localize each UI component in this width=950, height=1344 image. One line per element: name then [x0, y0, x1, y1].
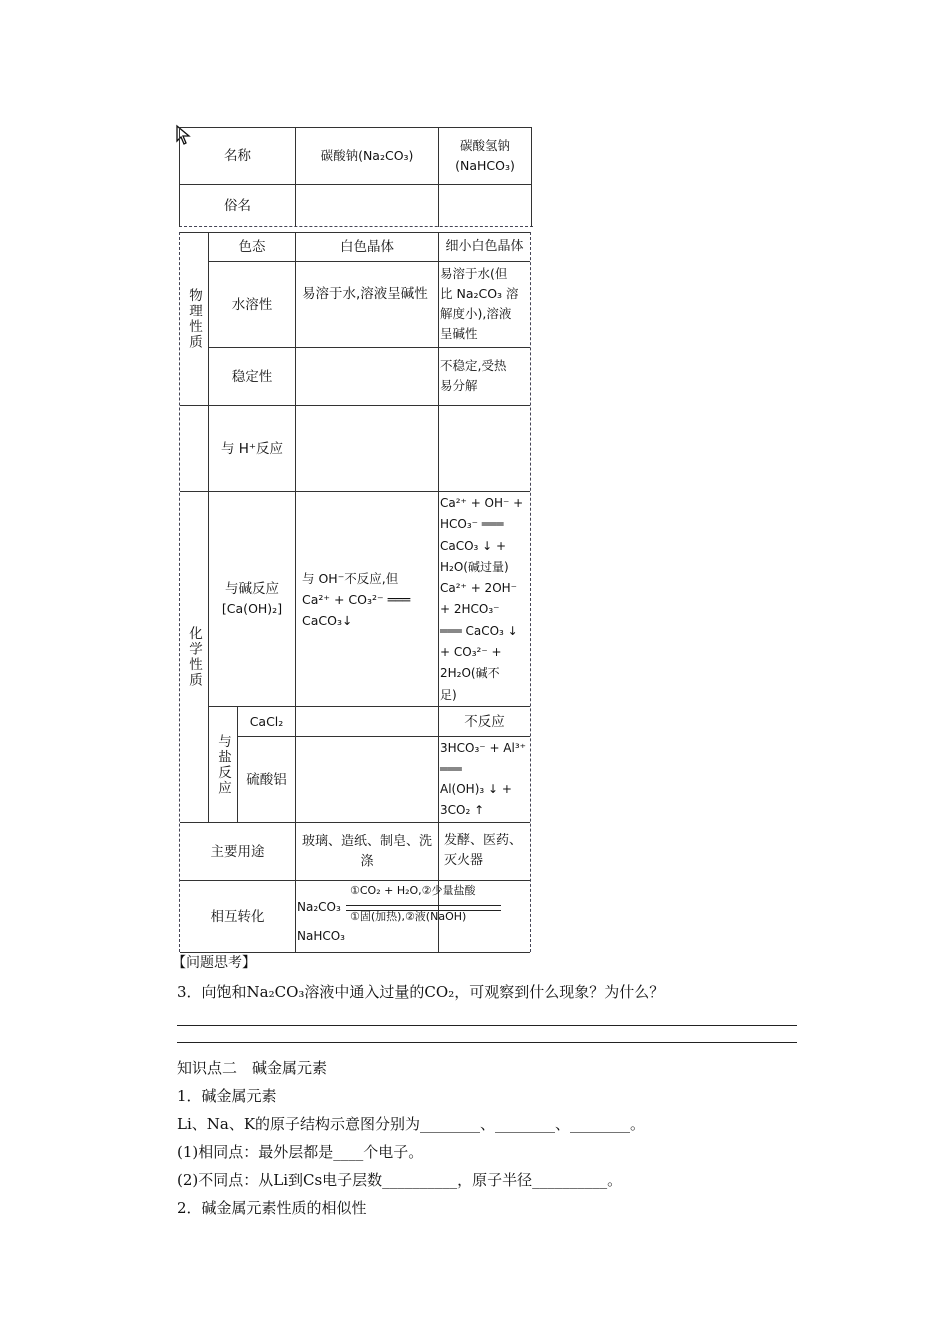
diff-point-line: (2)不同点：从Li到Cs电子层数__________，原子半径__________。	[177, 1171, 623, 1189]
al2so4-nahco3-line: 3HCO₃⁻ + Al³⁺	[440, 741, 526, 755]
with-base-label	[209, 492, 295, 706]
cacl2-label: CaCl₂	[249, 713, 284, 729]
with-base-nahco3-line: + 2HCO₃⁻	[440, 602, 500, 617]
with-base-nahco3-line: Ca²⁺ + 2OH⁻	[440, 581, 517, 596]
header-na2co3: 碳酸钠(Na₂CO₃)	[320, 148, 414, 163]
answer-line	[177, 1042, 797, 1043]
conversion-over-arrow: ①CO₂ + H₂O,②少量盐酸	[350, 884, 476, 897]
solubility-nahco3	[440, 264, 530, 344]
with-base-nahco3-line: + CO₃²⁻ +	[440, 645, 502, 660]
with-base-nahco3-line: HCO₃⁻ ═══	[440, 517, 504, 532]
conversion-label: 相互转化	[210, 908, 265, 925]
with-base-na2co3	[302, 568, 436, 631]
header-nahco3-line1: 碳酸氢钠	[459, 138, 510, 153]
with-base-nahco3-line: H₂O(碱过量)	[440, 559, 509, 574]
color-state-label: 色态	[238, 239, 266, 255]
answer-line	[177, 1025, 797, 1026]
structure-line: Li、Na、K的原子结构示意图分别为________、________、________。	[177, 1115, 646, 1133]
solubility-nahco3-line: 比 Na₂CO₃ 溶	[440, 286, 519, 301]
header-nahco3-line2: (NaHCO₃)	[455, 158, 515, 173]
al2so4-label: 硫酸铝	[246, 771, 287, 788]
al2so4-nahco3-line: 3CO₂ ↑	[440, 802, 485, 817]
uses-nahco3	[444, 831, 530, 871]
with-base-nahco3-line: ═══ CaCO₃ ↓	[440, 623, 518, 638]
table-dash	[530, 232, 531, 952]
with-base-na2co3-line: Ca²⁺ + CO₃²⁻ ═══	[302, 592, 411, 607]
solubility-nahco3-line: 呈碱性	[440, 326, 478, 341]
item-2: 2．碱金属元素性质的相似性	[177, 1199, 367, 1217]
cacl2-nahco3: 不反应	[464, 713, 505, 730]
stability-nahco3-line: 易分解	[440, 378, 478, 393]
with-h-label: 与 H⁺反应	[220, 440, 284, 457]
uses-nahco3-line: 灭火器	[444, 853, 484, 868]
uses-nahco3-line: 发酵、医药、	[444, 833, 523, 848]
with-salt-group-label: 与盐反应	[215, 733, 231, 796]
with-base-nahco3-line: 2H₂O(碱不	[440, 666, 500, 681]
with-base-na2co3-line: 与 OH⁻不反应,但	[302, 571, 399, 586]
conversion-left-bottom: NaHCO₃	[297, 929, 345, 943]
al2so4-nahco3	[440, 738, 530, 820]
physical-group-label: 物理性质	[186, 288, 202, 350]
with-base-nahco3	[440, 493, 530, 706]
conversion-under-arrow: ①固(加热),②液(NaOH)	[350, 910, 467, 923]
al2so4-nahco3-line: Al(OH)₃ ↓ +	[440, 782, 512, 796]
uses-label: 主要用途	[210, 843, 265, 860]
solubility-nahco3-line: 解度小),溶液	[440, 306, 512, 321]
with-base-nahco3-line: Ca²⁺ + OH⁻ +	[440, 496, 524, 510]
table-line	[438, 232, 439, 952]
stability-label: 稳定性	[231, 368, 273, 385]
header-name: 名称	[224, 148, 251, 164]
with-base-nahco3-line: 足)	[440, 687, 457, 702]
stability-nahco3	[440, 356, 530, 396]
stability-nahco3-line: 不稳定,受热	[440, 358, 507, 373]
solubility-label: 水溶性	[231, 296, 273, 313]
same-point-line: (1)相同点：最外层都是____个电子。	[177, 1143, 424, 1161]
item-1: 1．碱金属元素	[177, 1087, 277, 1105]
with-base-na2co3-line: CaCO₃↓	[302, 613, 353, 628]
knowledge-title: 知识点二 碱金属元素	[177, 1059, 328, 1077]
common-name-label: 俗名	[224, 197, 251, 214]
uses-na2co3: 玻璃、造纸、制皂、洗涤	[301, 833, 432, 869]
al2so4-nahco3-line: ═══	[440, 761, 462, 776]
with-base-label-line2: [Ca(OH)₂]	[221, 601, 283, 616]
with-base-nahco3-line: CaCO₃ ↓ +	[440, 538, 507, 553]
color-state-na2co3: 白色晶体	[340, 239, 394, 255]
question-heading: 【问题思考】	[172, 955, 256, 971]
color-state-nahco3: 细小白色晶体	[445, 239, 524, 254]
table-line	[531, 127, 532, 227]
with-base-label-line1: 与碱反应	[225, 581, 279, 597]
chemical-group-label: 化学性质	[186, 626, 202, 688]
question-3: 3．向饱和Na₂CO₃溶液中通入过量的CO₂，可观察到什么现象？为什么？	[177, 983, 665, 1001]
solubility-na2co3: 易溶于水,溶液呈碱性	[302, 286, 428, 302]
table-dash	[179, 226, 533, 227]
header-nahco3	[439, 128, 531, 184]
solubility-nahco3-line: 易溶于水(但	[440, 266, 508, 281]
conversion-left-top: Na₂CO₃	[297, 900, 341, 914]
